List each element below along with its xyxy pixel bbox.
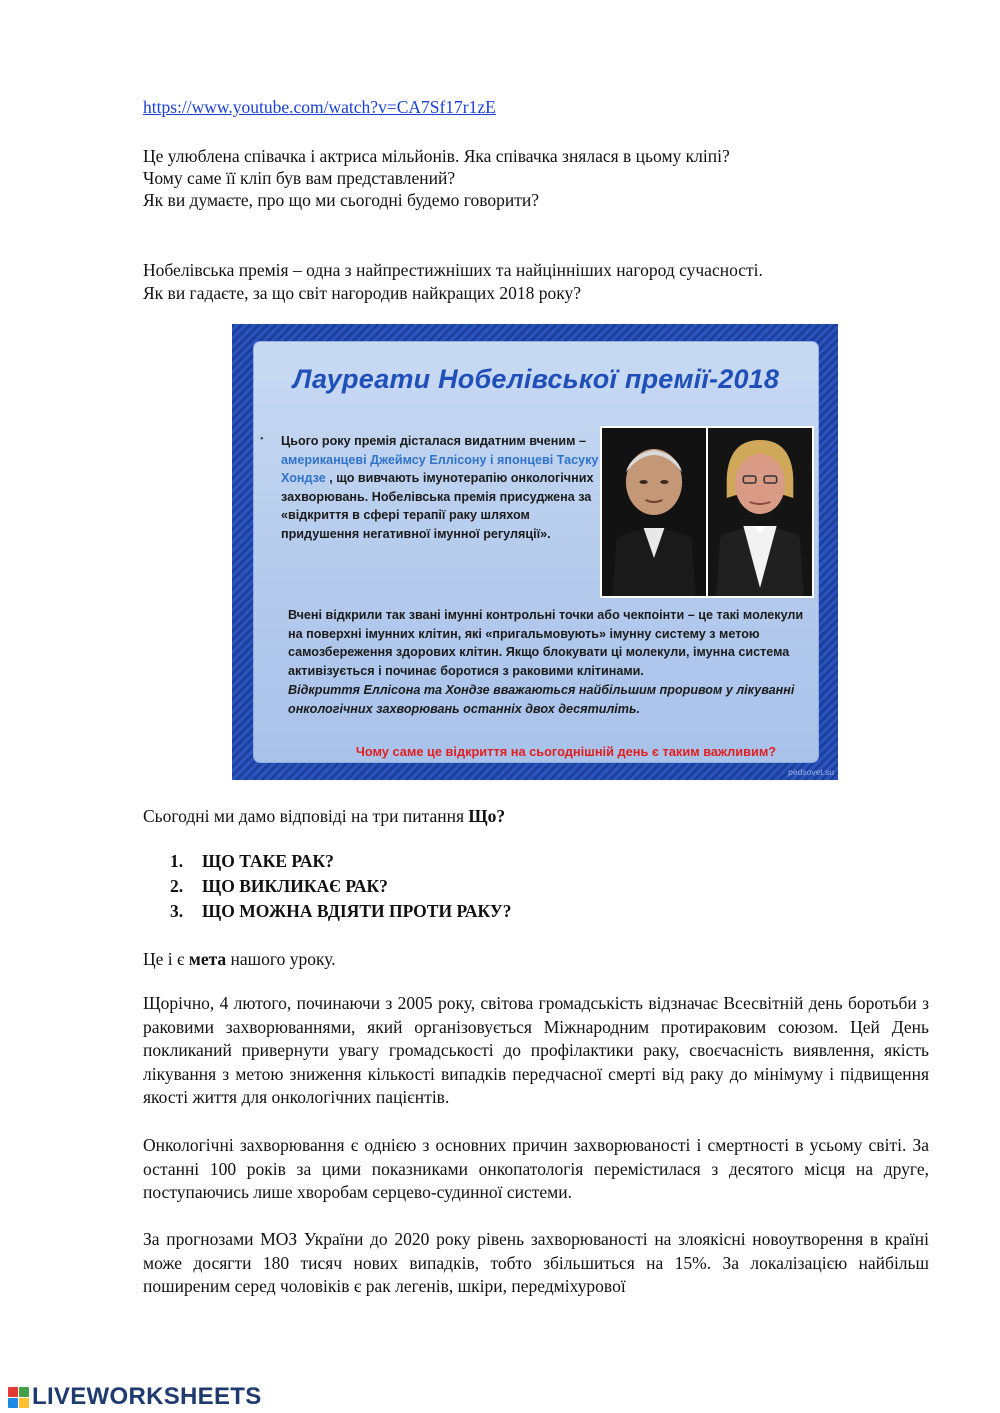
lesson-goal — [143, 948, 336, 970]
paragraph-world-cancer-day: Щорічно, 4 лютого, починаючи з 2005 року, світова громадськість відзначає Всесвітній день боротьби з раковими захворюваннями, який організовується Міжнародним протираковим союзом. Цей День покликаний привернути увагу громадськості до профілактики раку, своєчасність виявлення, якість лікування з метою зниження кількості випадків передчасної смерті від раку до мінімуму і підвищення якості життя для онкологічних пацієнтів. — [143, 993, 929, 1107]
nobel-slide-image — [232, 324, 838, 780]
slide-text-secondary — [288, 606, 812, 718]
slide-question — [254, 744, 818, 759]
logo-grid-icon — [8, 1387, 29, 1408]
slide-text-main — [281, 432, 599, 543]
portrait-allison-icon — [708, 428, 812, 596]
question-item-1 — [170, 849, 334, 874]
youtube-link[interactable]: https://www.youtube.com/watch?v=CA7Sf17r1zE — [143, 97, 496, 117]
question-item-2 — [170, 874, 388, 899]
nobel-line-1: Нобелівська премія – одна з найпрестижніших та найцінніших нагород сучасності. — [143, 260, 763, 280]
laureate-photos — [600, 426, 814, 598]
intro-line-1: Це улюблена співачка і актриса мільйонів. Яка співачка знялася в цьому кліпі? — [143, 146, 730, 166]
logo-square-1 — [8, 1387, 18, 1397]
intro-line-2: Чому саме її кліп був вам представлений? — [143, 168, 456, 188]
goal-bold: мета — [188, 949, 227, 969]
logo-square-2 — [19, 1387, 29, 1397]
slide-title: Лауреати Нобелівської премії-2018 — [292, 364, 780, 394]
logo-square-3 — [8, 1398, 18, 1408]
nobel-line-2: Як ви гадаєте, за що світ нагородив найкращих 2018 року? — [143, 283, 582, 303]
question-text: ЩО МОЖНА ВДІЯТИ ПРОТИ РАКУ? — [202, 901, 512, 921]
slide-text-b: , що вивчають імунотерапію онкологічних захворювань. Нобелівська премія присуджена за «відкриття в сфері терапії раку шляхом придушення негативної імунної регуляції». — [281, 471, 594, 541]
question-item-3 — [170, 899, 511, 924]
slide-text2: Вчені відкрили так звані імунні контрольні точки або чекпоінти – це такі молекули на поверхні імунних клітин, які «пригальмовують» імунну систему з метою самозбереження здорових клітин. Якщо блокувати ці молекули, імунна система активізується і починає боротися з раковими клітинами. — [288, 608, 804, 679]
photo-left — [602, 428, 706, 596]
photo-right — [708, 428, 812, 596]
slide-panel — [254, 342, 818, 762]
slide-text2-italic: Відкриття Еллісона та Хондзе вважаються найбільшим проривом у лікуванні онкологічних захворювань останніх двох десятиліть. — [288, 682, 795, 716]
slide-watermark: pedsovet.su — [788, 767, 834, 777]
portrait-honjo-icon — [602, 428, 706, 596]
question-num: 1. — [170, 851, 184, 871]
slide-bullet: • — [260, 434, 264, 445]
goal-before: Це і є — [143, 949, 189, 969]
intro-line-3: Як ви думаєте, про що ми сьогодні будемо говорити? — [143, 190, 540, 210]
slide-text-names: американцеві Джеймсу Еллісону і японцеві Тасуку Хондзе — [281, 452, 599, 485]
question-num: 2. — [170, 876, 184, 896]
paragraph-moz-forecast: За прогнозами МОЗ України до 2020 року рівень захворюваності на злоякісні новоутворення в країні може досягти 180 тисяч нових випадків, тобто збільшиться на 15%. За локалізацією найбільш поширеним серед чоловіків є рак легенів, шкіри, передміхурової — [143, 1229, 929, 1296]
logo-text: LIVEWORKSHEETS — [32, 1383, 262, 1410]
question-text: ЩО ТАКЕ РАК? — [202, 851, 334, 871]
questions-intro-text: Сьогодні ми дамо відповіді на три питання — [143, 806, 469, 826]
slide-text-a: Цього року премія дісталася видатним вченим – — [281, 434, 586, 448]
question-text: ЩО ВИКЛИКАЄ РАК? — [202, 876, 388, 896]
slide-question-text: Чому саме це відкриття на сьогоднішній день є таким важливим? — [355, 744, 777, 759]
question-num: 3. — [170, 901, 184, 921]
goal-after: нашого уроку. — [226, 949, 336, 969]
liveworksheets-logo — [8, 1383, 262, 1411]
questions-intro — [143, 805, 505, 827]
logo-square-4 — [19, 1398, 29, 1408]
questions-intro-bold: Що? — [468, 806, 506, 826]
paragraph-oncology-stats: Онкологічні захворювання є однією з основних причин захворюваності і смертності в усьому світі. За останні 100 років за цими показниками онкопатологія перемістилася з десятого місця на друге, поступаючись лише хворобам серцево-судинної системи. — [143, 1135, 929, 1202]
